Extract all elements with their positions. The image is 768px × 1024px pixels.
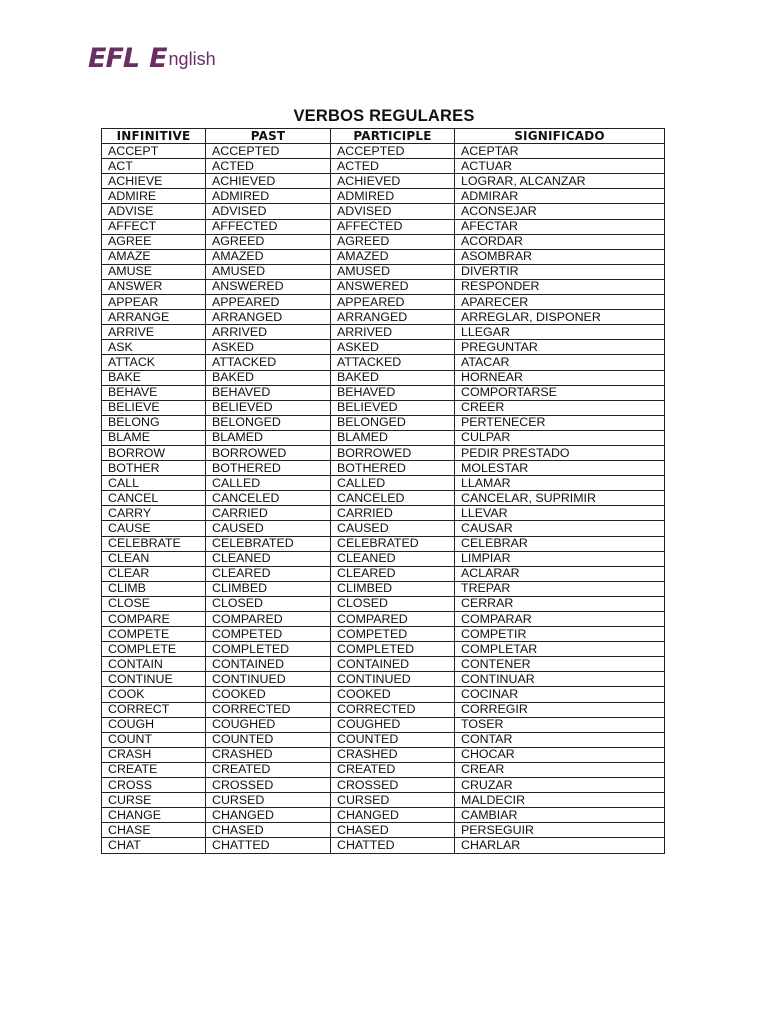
cell-significado: COMPORTARSE: [455, 385, 665, 400]
cell-infinitive: CHAT: [102, 838, 206, 853]
cell-significado: COMPLETAR: [455, 642, 665, 657]
table-row: [102, 310, 665, 325]
cell-participle: BELIEVED: [331, 400, 455, 415]
cell-past: CLEARED: [206, 566, 331, 581]
cell-significado: PEDIR PRESTADO: [455, 445, 665, 460]
cell-significado: COMPETIR: [455, 627, 665, 642]
cell-significado: AFECTAR: [455, 219, 665, 234]
table-row: [102, 536, 665, 551]
cell-past: BAKED: [206, 370, 331, 385]
cell-past: CLOSED: [206, 596, 331, 611]
cell-infinitive: CELEBRATE: [102, 536, 206, 551]
cell-past: ASKED: [206, 340, 331, 355]
cell-infinitive: COMPETE: [102, 627, 206, 642]
cell-past: COUGHED: [206, 717, 331, 732]
cell-participle: AMUSED: [331, 264, 455, 279]
cell-past: COMPLETED: [206, 642, 331, 657]
cell-significado: CORREGIR: [455, 702, 665, 717]
cell-significado: TOSER: [455, 717, 665, 732]
cell-past: BELONGED: [206, 415, 331, 430]
cell-infinitive: ANSWER: [102, 279, 206, 294]
logo-nglish-text: nglish: [168, 49, 216, 69]
cell-infinitive: ADVISE: [102, 204, 206, 219]
cell-participle: COOKED: [331, 687, 455, 702]
cell-participle: CORRECTED: [331, 702, 455, 717]
table-row: [102, 445, 665, 460]
page-title: VERBOS REGULARES: [293, 107, 475, 125]
cell-past: CORRECTED: [206, 702, 331, 717]
cell-infinitive: BAKE: [102, 370, 206, 385]
table-row: [102, 340, 665, 355]
cell-participle: COUNTED: [331, 732, 455, 747]
cell-past: BOTHERED: [206, 461, 331, 476]
cell-participle: CHATTED: [331, 838, 455, 853]
table-row: [102, 672, 665, 687]
cell-infinitive: COUNT: [102, 732, 206, 747]
logo-e-letter: E: [149, 43, 168, 74]
cell-past: ADMIRED: [206, 189, 331, 204]
cell-past: BELIEVED: [206, 400, 331, 415]
cell-past: CHASED: [206, 823, 331, 838]
cell-significado: ARREGLAR, DISPONER: [455, 310, 665, 325]
cell-past: CLEANED: [206, 551, 331, 566]
cell-infinitive: COMPLETE: [102, 642, 206, 657]
cell-infinitive: BELONG: [102, 415, 206, 430]
cell-significado: CAUSAR: [455, 521, 665, 536]
table-row: [102, 506, 665, 521]
cell-significado: CREER: [455, 400, 665, 415]
cell-infinitive: BORROW: [102, 445, 206, 460]
cell-significado: PERTENECER: [455, 415, 665, 430]
table-row: [102, 838, 665, 853]
cell-significado: HORNEAR: [455, 370, 665, 385]
cell-significado: ATACAR: [455, 355, 665, 370]
cell-infinitive: CONTAIN: [102, 657, 206, 672]
table-row: [102, 174, 665, 189]
cell-participle: COMPETED: [331, 627, 455, 642]
cell-participle: BEHAVED: [331, 385, 455, 400]
cell-participle: CURSED: [331, 793, 455, 808]
cell-infinitive: CARRY: [102, 506, 206, 521]
cell-participle: CHASED: [331, 823, 455, 838]
cell-infinitive: BELIEVE: [102, 400, 206, 415]
cell-past: CARRIED: [206, 506, 331, 521]
cell-participle: ANSWERED: [331, 279, 455, 294]
cell-participle: CROSSED: [331, 778, 455, 793]
table-row: [102, 144, 665, 159]
table-row: [102, 279, 665, 294]
cell-significado: ASOMBRAR: [455, 249, 665, 264]
cell-participle: CAUSED: [331, 521, 455, 536]
table-row: [102, 808, 665, 823]
cell-past: CALLED: [206, 476, 331, 491]
table-row: [102, 234, 665, 249]
cell-past: AMUSED: [206, 264, 331, 279]
cell-infinitive: AMAZE: [102, 249, 206, 264]
table-row: [102, 295, 665, 310]
cell-participle: CLEANED: [331, 551, 455, 566]
cell-participle: CELEBRATED: [331, 536, 455, 551]
cell-participle: ACTED: [331, 159, 455, 174]
cell-participle: ARRIVED: [331, 325, 455, 340]
cell-infinitive: ACHIEVE: [102, 174, 206, 189]
cell-infinitive: CRASH: [102, 747, 206, 762]
cell-past: BORROWED: [206, 445, 331, 460]
table-row: [102, 566, 665, 581]
table-row: [102, 823, 665, 838]
cell-significado: CREAR: [455, 762, 665, 777]
cell-past: AGREED: [206, 234, 331, 249]
cell-past: CRASHED: [206, 747, 331, 762]
table-row: [102, 189, 665, 204]
cell-past: ACTED: [206, 159, 331, 174]
table-row: [102, 642, 665, 657]
cell-past: COOKED: [206, 687, 331, 702]
cell-past: BEHAVED: [206, 385, 331, 400]
table-row: [102, 657, 665, 672]
cell-infinitive: CALL: [102, 476, 206, 491]
header-participle: PARTICIPLE: [331, 129, 455, 144]
cell-past: COMPARED: [206, 612, 331, 627]
table-row: [102, 415, 665, 430]
cell-past: ANSWERED: [206, 279, 331, 294]
cell-participle: CARRIED: [331, 506, 455, 521]
table-row: [102, 370, 665, 385]
cell-significado: CANCELAR, SUPRIMIR: [455, 491, 665, 506]
cell-participle: CALLED: [331, 476, 455, 491]
table-row: [102, 596, 665, 611]
cell-significado: ACEPTAR: [455, 144, 665, 159]
efl-english-logo: [88, 40, 216, 74]
table-row: [102, 717, 665, 732]
cell-participle: COMPARED: [331, 612, 455, 627]
cell-significado: ADMIRAR: [455, 189, 665, 204]
cell-past: CELEBRATED: [206, 536, 331, 551]
cell-past: COUNTED: [206, 732, 331, 747]
logo-efl-text: EFL: [88, 43, 140, 74]
table-row: [102, 430, 665, 445]
cell-significado: CELEBRAR: [455, 536, 665, 551]
cell-significado: COCINAR: [455, 687, 665, 702]
cell-infinitive: COMPARE: [102, 612, 206, 627]
cell-participle: BOTHERED: [331, 461, 455, 476]
cell-significado: RESPONDER: [455, 279, 665, 294]
cell-participle: CONTAINED: [331, 657, 455, 672]
cell-past: APPEARED: [206, 295, 331, 310]
cell-participle: AFFECTED: [331, 219, 455, 234]
cell-infinitive: CHASE: [102, 823, 206, 838]
cell-past: ARRIVED: [206, 325, 331, 340]
table-row: [102, 581, 665, 596]
cell-significado: LLEVAR: [455, 506, 665, 521]
header-past: PAST: [206, 129, 331, 144]
cell-significado: CONTENER: [455, 657, 665, 672]
cell-infinitive: CONTINUE: [102, 672, 206, 687]
table-body: [102, 144, 665, 853]
cell-infinitive: ADMIRE: [102, 189, 206, 204]
cell-significado: DIVERTIR: [455, 264, 665, 279]
cell-participle: BAKED: [331, 370, 455, 385]
cell-participle: CLOSED: [331, 596, 455, 611]
table-row: [102, 762, 665, 777]
cell-participle: ADMIRED: [331, 189, 455, 204]
cell-infinitive: CREATE: [102, 762, 206, 777]
table-row: [102, 159, 665, 174]
cell-significado: ACLARAR: [455, 566, 665, 581]
cell-participle: ACHIEVED: [331, 174, 455, 189]
cell-infinitive: BLAME: [102, 430, 206, 445]
cell-significado: CHARLAR: [455, 838, 665, 853]
cell-participle: ACCEPTED: [331, 144, 455, 159]
cell-participle: CHANGED: [331, 808, 455, 823]
cell-significado: COMPARAR: [455, 612, 665, 627]
cell-significado: ACTUAR: [455, 159, 665, 174]
cell-infinitive: CURSE: [102, 793, 206, 808]
cell-significado: CERRAR: [455, 596, 665, 611]
cell-infinitive: CLOSE: [102, 596, 206, 611]
cell-significado: CULPAR: [455, 430, 665, 445]
table-row: [102, 355, 665, 370]
cell-participle: ADVISED: [331, 204, 455, 219]
cell-past: ARRANGED: [206, 310, 331, 325]
cell-significado: PREGUNTAR: [455, 340, 665, 355]
cell-participle: ASKED: [331, 340, 455, 355]
cell-infinitive: CLEAR: [102, 566, 206, 581]
table-row: [102, 612, 665, 627]
table-row: [102, 732, 665, 747]
cell-infinitive: AFFECT: [102, 219, 206, 234]
cell-participle: CANCELED: [331, 491, 455, 506]
cell-significado: APARECER: [455, 295, 665, 310]
header-significado: SIGNIFICADO: [455, 129, 665, 144]
table-header: [102, 129, 665, 144]
cell-past: COMPETED: [206, 627, 331, 642]
table-row: [102, 400, 665, 415]
cell-participle: CRASHED: [331, 747, 455, 762]
cell-past: ATTACKED: [206, 355, 331, 370]
cell-infinitive: CAUSE: [102, 521, 206, 536]
table-row: [102, 521, 665, 536]
cell-participle: CLEARED: [331, 566, 455, 581]
cell-past: CLIMBED: [206, 581, 331, 596]
cell-past: CURSED: [206, 793, 331, 808]
cell-participle: BLAMED: [331, 430, 455, 445]
cell-past: ADVISED: [206, 204, 331, 219]
cell-infinitive: AMUSE: [102, 264, 206, 279]
cell-participle: AGREED: [331, 234, 455, 249]
cell-participle: COUGHED: [331, 717, 455, 732]
verbs-table: [101, 128, 665, 854]
table-row: [102, 747, 665, 762]
cell-significado: CONTINUAR: [455, 672, 665, 687]
cell-infinitive: CHANGE: [102, 808, 206, 823]
cell-participle: ATTACKED: [331, 355, 455, 370]
cell-significado: TREPAR: [455, 581, 665, 596]
cell-participle: ARRANGED: [331, 310, 455, 325]
cell-significado: PERSEGUIR: [455, 823, 665, 838]
table-row: [102, 687, 665, 702]
cell-infinitive: CORRECT: [102, 702, 206, 717]
table-row: [102, 249, 665, 264]
cell-infinitive: BOTHER: [102, 461, 206, 476]
cell-participle: CONTINUED: [331, 672, 455, 687]
cell-past: CREATED: [206, 762, 331, 777]
cell-significado: ACONSEJAR: [455, 204, 665, 219]
cell-participle: COMPLETED: [331, 642, 455, 657]
cell-infinitive: BEHAVE: [102, 385, 206, 400]
table-row: [102, 551, 665, 566]
table-row: [102, 627, 665, 642]
cell-infinitive: CROSS: [102, 778, 206, 793]
cell-participle: BELONGED: [331, 415, 455, 430]
cell-past: AFFECTED: [206, 219, 331, 234]
cell-infinitive: ASK: [102, 340, 206, 355]
table-row: [102, 325, 665, 340]
cell-participle: CREATED: [331, 762, 455, 777]
cell-past: CHATTED: [206, 838, 331, 853]
cell-infinitive: AGREE: [102, 234, 206, 249]
cell-infinitive: ARRANGE: [102, 310, 206, 325]
table-row: [102, 491, 665, 506]
table-row: [102, 219, 665, 234]
cell-past: BLAMED: [206, 430, 331, 445]
cell-significado: ACORDAR: [455, 234, 665, 249]
cell-infinitive: COOK: [102, 687, 206, 702]
header-infinitive: INFINITIVE: [102, 129, 206, 144]
cell-significado: MOLESTAR: [455, 461, 665, 476]
cell-infinitive: CANCEL: [102, 491, 206, 506]
table-header-row: [102, 129, 665, 144]
cell-infinitive: ARRIVE: [102, 325, 206, 340]
table-row: [102, 461, 665, 476]
cell-past: ACCEPTED: [206, 144, 331, 159]
table-row: [102, 204, 665, 219]
cell-past: CROSSED: [206, 778, 331, 793]
cell-infinitive: CLIMB: [102, 581, 206, 596]
cell-significado: CRUZAR: [455, 778, 665, 793]
cell-infinitive: ATTACK: [102, 355, 206, 370]
cell-past: CONTAINED: [206, 657, 331, 672]
cell-past: CHANGED: [206, 808, 331, 823]
cell-infinitive: CLEAN: [102, 551, 206, 566]
table-row: [102, 385, 665, 400]
cell-past: CANCELED: [206, 491, 331, 506]
cell-infinitive: APPEAR: [102, 295, 206, 310]
table-row: [102, 264, 665, 279]
table-row: [102, 793, 665, 808]
cell-participle: AMAZED: [331, 249, 455, 264]
cell-significado: LLEGAR: [455, 325, 665, 340]
cell-significado: CAMBIAR: [455, 808, 665, 823]
cell-participle: CLIMBED: [331, 581, 455, 596]
cell-past: CAUSED: [206, 521, 331, 536]
cell-participle: APPEARED: [331, 295, 455, 310]
cell-infinitive: ACCEPT: [102, 144, 206, 159]
cell-infinitive: ACT: [102, 159, 206, 174]
cell-significado: LLAMAR: [455, 476, 665, 491]
cell-significado: CHOCAR: [455, 747, 665, 762]
cell-significado: CONTAR: [455, 732, 665, 747]
cell-significado: LOGRAR, ALCANZAR: [455, 174, 665, 189]
table-row: [102, 702, 665, 717]
cell-significado: LIMPIAR: [455, 551, 665, 566]
cell-past: AMAZED: [206, 249, 331, 264]
cell-significado: MALDECIR: [455, 793, 665, 808]
table-row: [102, 778, 665, 793]
cell-past: CONTINUED: [206, 672, 331, 687]
cell-participle: BORROWED: [331, 445, 455, 460]
cell-infinitive: COUGH: [102, 717, 206, 732]
cell-past: ACHIEVED: [206, 174, 331, 189]
table-row: [102, 476, 665, 491]
